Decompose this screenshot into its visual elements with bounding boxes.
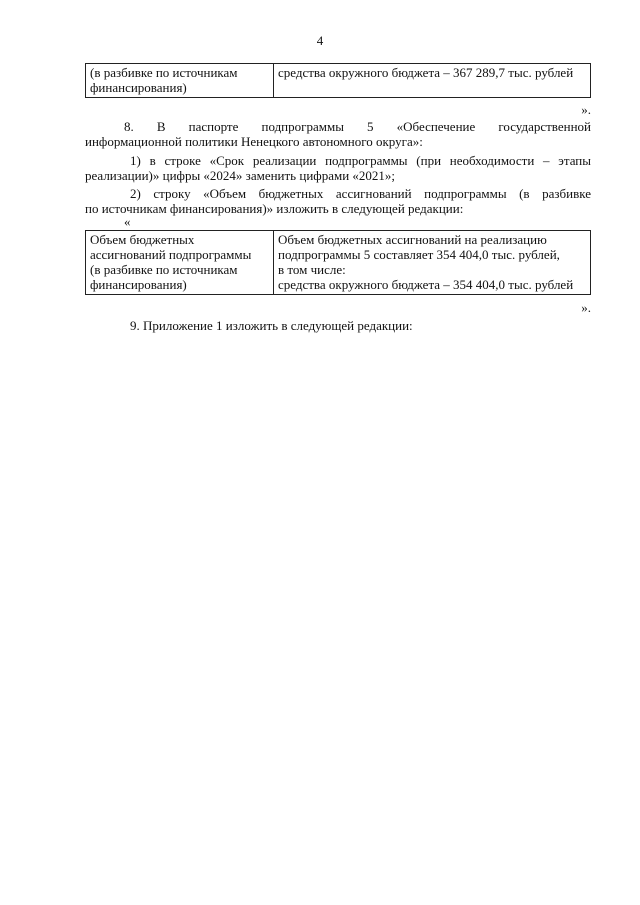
cell-line: средства окружного бюджета – 354 404,0 тыс. рублей — [278, 277, 574, 292]
budget-table-continued — [85, 63, 591, 98]
cell-line: финансирования) — [90, 80, 187, 95]
cell-line: ассигнований подпрограммы — [90, 247, 252, 262]
item-9: 9. Приложение 1 изложить в следующей редакции: — [130, 318, 413, 333]
cell-line: (в разбивке по источникам — [90, 262, 238, 277]
closing-quote: ». — [581, 300, 591, 315]
text-word: подпрограммы 5 — [261, 119, 374, 134]
cell-line: в том числе: — [278, 262, 346, 277]
item-number: 8. В — [124, 119, 166, 134]
cell-line: средства окружного бюджета – 367 289,7 тыс. рублей — [278, 65, 574, 80]
item-8-sub-1-line-2: реализации)» цифры «2024» заменить цифрами «2021»; — [85, 168, 396, 183]
text-word: паспорте — [188, 119, 239, 134]
cell-line: финансирования) — [90, 277, 187, 292]
table-cell-label — [86, 231, 274, 295]
table-row — [86, 64, 591, 98]
table-cell-value — [274, 64, 591, 98]
table-cell-label — [86, 64, 274, 98]
cell-line: Объем бюджетных — [90, 232, 195, 247]
item-8-sub-2-line-1: 2) строку «Объем бюджетных ассигнований подпрограммы (в разбивке — [130, 186, 591, 201]
item-8-line-2: информационной политики Ненецкого автономного округа»: — [85, 134, 423, 149]
item-8-sub-1-line-1: 1) в строке «Срок реализации подпрограммы (при необходимости – этапы — [130, 153, 591, 168]
item-8-line-1 — [124, 119, 591, 134]
item-8-sub-2-line-2: по источникам финансирования)» изложить в следующей редакции: — [85, 201, 464, 216]
budget-table-new — [85, 230, 591, 295]
page-number: 4 — [316, 33, 324, 48]
cell-line: (в разбивке по источникам — [90, 65, 238, 80]
text-word: «Обеспечение — [396, 119, 476, 134]
cell-line: Объем бюджетных ассигнований на реализацию — [278, 232, 547, 247]
closing-quote: ». — [581, 102, 591, 117]
opening-quote: « — [124, 214, 131, 229]
text-word: государственной — [498, 119, 592, 134]
cell-line: подпрограммы 5 составляет 354 404,0 тыс. рублей, — [278, 247, 560, 262]
table-cell-value — [274, 231, 591, 295]
table-row — [86, 231, 591, 295]
